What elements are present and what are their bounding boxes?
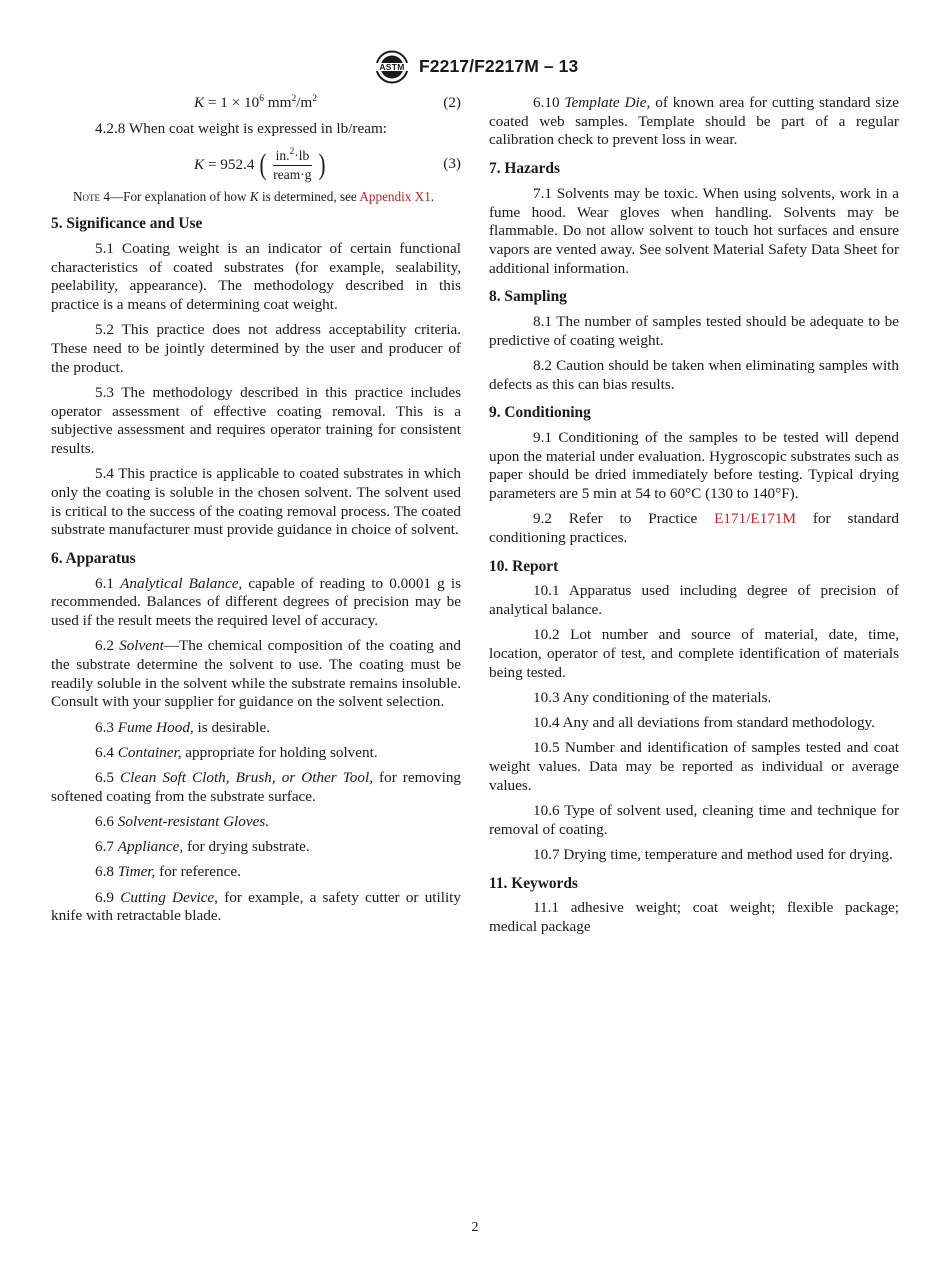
note-4: Note 4—For explanation of how K is determined, see Appendix X1. (73, 189, 435, 205)
astm-logo-icon (372, 50, 412, 84)
right-column (489, 94, 899, 943)
page-number: 2 (471, 1220, 479, 1235)
paragraph-7-1: 7.1 Solvents may be toxic. When using solvents, work in a fume hood. Wear gloves when handling. Solvents may be flammable. Do not allow solvent to touch hot surfaces and ensure vapors are vented away. See solvent Material Safety Data Sheet for additional information. (489, 184, 899, 277)
paragraph-6-8: 6.8 Timer, for reference. (95, 863, 241, 881)
equation-3: K = 952.4 ( $\frac{in.^2\cdot lb}{\text{ream·g}}$ ) (3) (194, 146, 461, 182)
paragraph-5-3: 5.3 The methodology described in this practice includes operator assessment of effective coating removal. This is a subjective assessment and requires operator training for consistent results. (51, 383, 461, 457)
paragraph-6-3: 6.3 Fume Hood, is desirable. (95, 718, 271, 736)
paragraph-6-6: 6.6 Solvent-resistant Gloves. (95, 812, 270, 830)
paragraph-6-4: 6.4 Container, appropriate for holding solvent. (95, 743, 378, 761)
e171-link[interactable]: E171/E171M (714, 510, 796, 528)
left-column (51, 94, 461, 932)
paragraph-6-9: 6.9 Cutting Device, for example, a safety cutter or utility knife with retractable blade. (51, 888, 461, 925)
paragraph-6-10: 6.10 Template Die, of known area for cutting standard size coated web samples. Template should be part of a regular calibration check to prevent loss in wear. (489, 94, 900, 149)
svg-text:ASTM: ASTM (379, 62, 405, 73)
equation-number: (2) (443, 94, 461, 111)
paragraph-10-5: 10.5 Number and identification of samples tested and coat weight values. Data may be reported as individual or average values. (489, 739, 899, 794)
paragraph-9-2: 9.2 Refer to Practice E171/E171M for standard conditioning practices. (489, 510, 899, 547)
section-8-heading: 8. Sampling (489, 288, 567, 306)
paragraph-5-2: 5.2 This practice does not address acceptability criteria. These need to be jointly determined by the user and producer of the product. (51, 321, 461, 376)
section-11-heading: 11. Keywords (489, 874, 578, 892)
paragraph-5-4: 5.4 This practice is applicable to coated substrates in which only the coating is soluble in the chosen solvent. The solvent used is critical to the success of the coating removal process. The coated substrate manufacturer must provide guidance in choice of solvent. (51, 465, 461, 539)
paragraph-10-3: 10.3 Any conditioning of the materials. (533, 688, 772, 706)
paragraph-10-2: 10.2 Lot number and source of material, date, time, location, operator of test, and complete identification of materials being tested. (489, 626, 899, 681)
paragraph-6-5: 6.5 Clean Soft Cloth, Brush, or Other Tool, for removing softened coating from the substrate surface. (51, 768, 462, 805)
section-10-heading: 10. Report (489, 557, 559, 575)
paragraph-8-2: 8.2 Caution should be taken when eliminating samples with defects as this can bias results. (489, 356, 899, 393)
document-designation: F2217/F2217M – 13 (419, 56, 579, 76)
paragraph-8-1: 8.1 The number of samples tested should be adequate to be predictive of coating weight. (489, 313, 899, 349)
section-5-heading: 5. Significance and Use (51, 215, 203, 233)
section-9-heading: 9. Conditioning (489, 404, 591, 422)
paragraph-6-1: 6.1 Analytical Balance, capable of reading to 0.0001 g is recommended. Balances of different degrees of precision may be used if the result meets the required level of accuracy. (51, 574, 461, 630)
appendix-x1-link[interactable]: Appendix X1 (359, 189, 431, 205)
section-7-heading: 7. Hazards (489, 160, 560, 178)
paragraph-9-1: 9.1 Conditioning of the samples to be tested will depend upon the material under evaluation. Hygroscopic substrates such as paper should be dried immediately before testing. Typical drying parameters are 5 min at 54 to 60°C (130 to 140°F). (489, 429, 899, 503)
paragraph-6-2: 6.2 Solvent—The chemical composition of the coating and the substrate determine the solvent to use. The coating must be readily soluble in the solvent while the substrate remains insoluble. Consult with your supplier for guidance on the solvent selection. (51, 637, 461, 711)
paragraph-10-4: 10.4 Any and all deviations from standard methodology. (533, 714, 875, 732)
paragraph-5-1: 5.1 Coating weight is an indicator of certain functional characteristics of coated substrates (for example, sealability, peelability, appearance). The methodology described in this practice is a means of determining coat weight. (51, 239, 461, 314)
paragraph-10-6: 10.6 Type of solvent used, cleaning time and technique for removal of coating. (489, 802, 899, 838)
page-header (0, 50, 950, 86)
paragraph-4-2-8: 4.2.8 When coat weight is expressed in lb/ream: (95, 120, 388, 137)
paragraph-10-7: 10.7 Drying time, temperature and method used for drying. (533, 845, 893, 863)
paragraph-10-1: 10.1 Apparatus used including degree of precision of analytical balance. (489, 582, 899, 619)
equation-number: (3) (443, 155, 461, 173)
paragraph-11-1: 11.1 adhesive weight; coat weight; flexible package; medical package (489, 899, 899, 936)
equation-2: $K = 1 \times 10^6$ $mm^2/m^2$ (2) (194, 94, 461, 111)
paragraph-6-7: 6.7 Appliance, for drying substrate. (95, 838, 310, 856)
section-6-heading: 6. Apparatus (51, 549, 136, 567)
